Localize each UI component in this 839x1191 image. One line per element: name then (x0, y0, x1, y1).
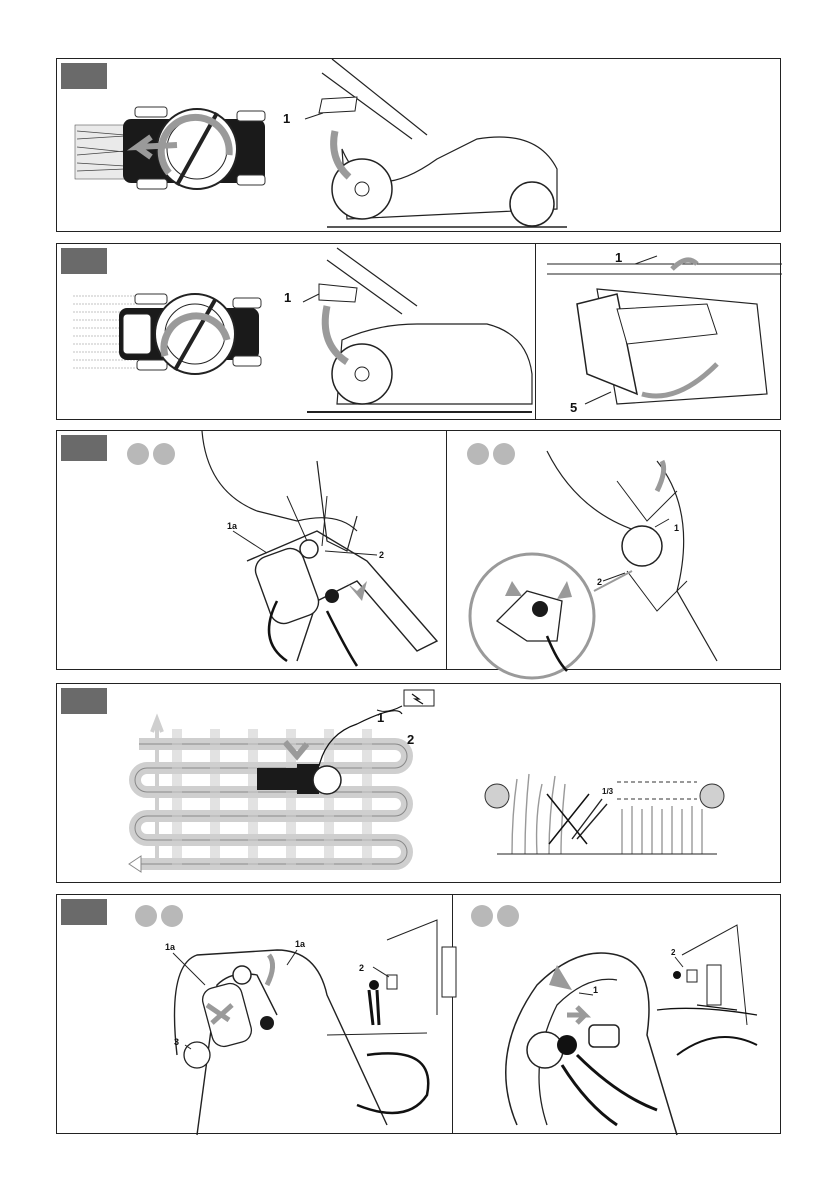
callout-2-detail: 2 (597, 577, 603, 587)
callout-5: 5 (570, 400, 578, 415)
mower-side-view (305, 59, 567, 227)
panel-1-illustration (57, 59, 782, 233)
grass-height-illustration (485, 774, 724, 854)
panel-3 (56, 430, 781, 670)
callout-3: 3 (174, 1037, 180, 1047)
mower-top-view (123, 107, 265, 189)
callout-1: 1 (674, 523, 680, 533)
handle-release-left (173, 920, 456, 1135)
callout-1a-left: 1a (165, 942, 176, 952)
panel-1 (56, 58, 781, 232)
callout-2: 2 (407, 732, 415, 747)
panel-4-illustration (57, 684, 782, 884)
power-socket-icon (377, 690, 434, 711)
grass-clippings (75, 125, 127, 179)
callout-1-right: 1 (593, 985, 599, 995)
callout-2: 2 (379, 550, 385, 560)
fraction-label: 1/3 (602, 787, 614, 796)
panel-2-illustration (57, 244, 782, 421)
mower-side-view-collector (303, 248, 532, 412)
callout-1: 1 (377, 710, 385, 725)
callout-1: 1 (283, 111, 291, 126)
panel-2 (56, 243, 781, 420)
handle-switch-left (202, 431, 437, 666)
grass-collector-detail (547, 256, 782, 404)
handle-release-right (506, 925, 757, 1135)
panel-5-illustration (57, 895, 782, 1135)
callout-1-collector: 1 (615, 250, 623, 265)
callout-1a-right: 1a (295, 939, 306, 949)
mowing-pattern (129, 719, 407, 872)
panel-5 (56, 894, 781, 1134)
callout-2-right: 2 (671, 948, 676, 957)
panel-4 (56, 683, 781, 883)
callout-2: 2 (359, 963, 365, 973)
callout-1: 1 (284, 290, 292, 305)
mower-top-view-collector (119, 294, 261, 374)
handle-switch-right (470, 451, 717, 678)
panel-3-illustration (57, 431, 782, 671)
callout-1a: 1a (227, 521, 238, 531)
